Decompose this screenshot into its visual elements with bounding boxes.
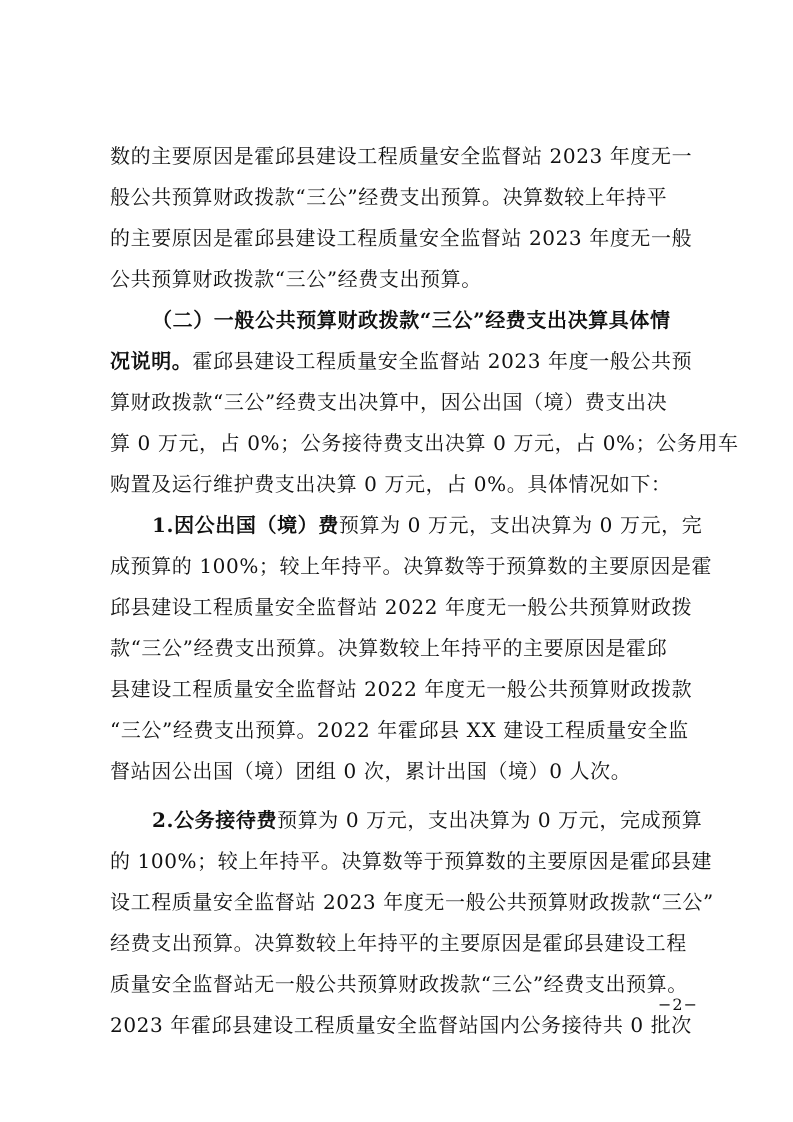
text-line: 督站因公出国（境）团组 0 次，累计出国（境）0 人次。 [110,759,632,783]
body-text [110,136,739,1046]
text-line: 的 100%；较上年持平。决算数等于预算数的主要原因是霍邱县建 [110,849,713,873]
text-line: 算财政拨款“三公”经费支出决算中，因公出国（境）费支出决 [110,390,668,414]
page-number: −2− [658,995,698,1014]
text-line: 购置及运行维护费支出决算 0 万元，占 0%。具体情况如下： [110,472,672,496]
item-title: 1.因公出国（境）费 [152,513,339,537]
text-line: 款“三公”经费支出预算。决算数较上年持平的主要原因是霍邱 [110,636,668,660]
text-line [110,341,700,382]
text-line: 经费支出预算。决算数较上年持平的主要原因是霍邱县建设工程 [110,931,687,955]
text-line: 质量安全监督站无一般公共预算财政拨款“三公”经费支出预算。 [110,972,688,996]
text-line: 公共预算财政拨款“三公”经费支出预算。 [110,267,482,291]
text-line [110,800,703,841]
text-segment: 预算为 0 万元，支出决算为 0 万元，完成预算 [277,808,703,832]
text-line: 成预算的 100%；较上年持平。决算数等于预算数的主要原因是霍 [110,554,713,578]
text-segment: 预算为 0 万元，支出决算为 0 万元，完 [338,513,703,537]
section-heading-end: 况说明。 [110,349,193,373]
item-title: 2.公务接待费 [152,808,278,832]
text-line: 般公共预算财政拨款“三公”经费支出预算。决算数较上年持平 [110,185,668,209]
text-line: 的主要原因是霍邱县建设工程质量安全监督站 2023 年度无一般 [110,226,693,250]
text-line [110,505,703,546]
section-heading: （二）一般公共预算财政拨款“三公”经费支出决算具体情 [152,308,671,332]
text-segment: 霍邱县建设工程质量安全监督站 2023 年度一般公共预 [192,349,693,373]
text-line: 邱县建设工程质量安全监督站 2022 年度无一般公共预算财政拨 [110,595,693,619]
text-line: 2023 年霍邱县建设工程质量安全监督站国内公务接待共 0 批次 [110,1013,692,1037]
text-line: “三公”经费支出预算。2022 年霍邱县 XX 建设工程质量安全监 [110,718,689,742]
text-line: 数的主要原因是霍邱县建设工程质量安全监督站 2023 年度无一 [110,144,693,168]
text-line: 算 0 万元，占 0%；公务接待费支出决算 0 万元，占 0%；公务用车 [110,431,739,455]
text-line: 县建设工程质量安全监督站 2022 年度无一般公共预算财政拨款 [110,677,693,701]
text-line: 设工程质量安全监督站 2023 年度无一般公共预算财政拨款“三公” [110,890,714,914]
